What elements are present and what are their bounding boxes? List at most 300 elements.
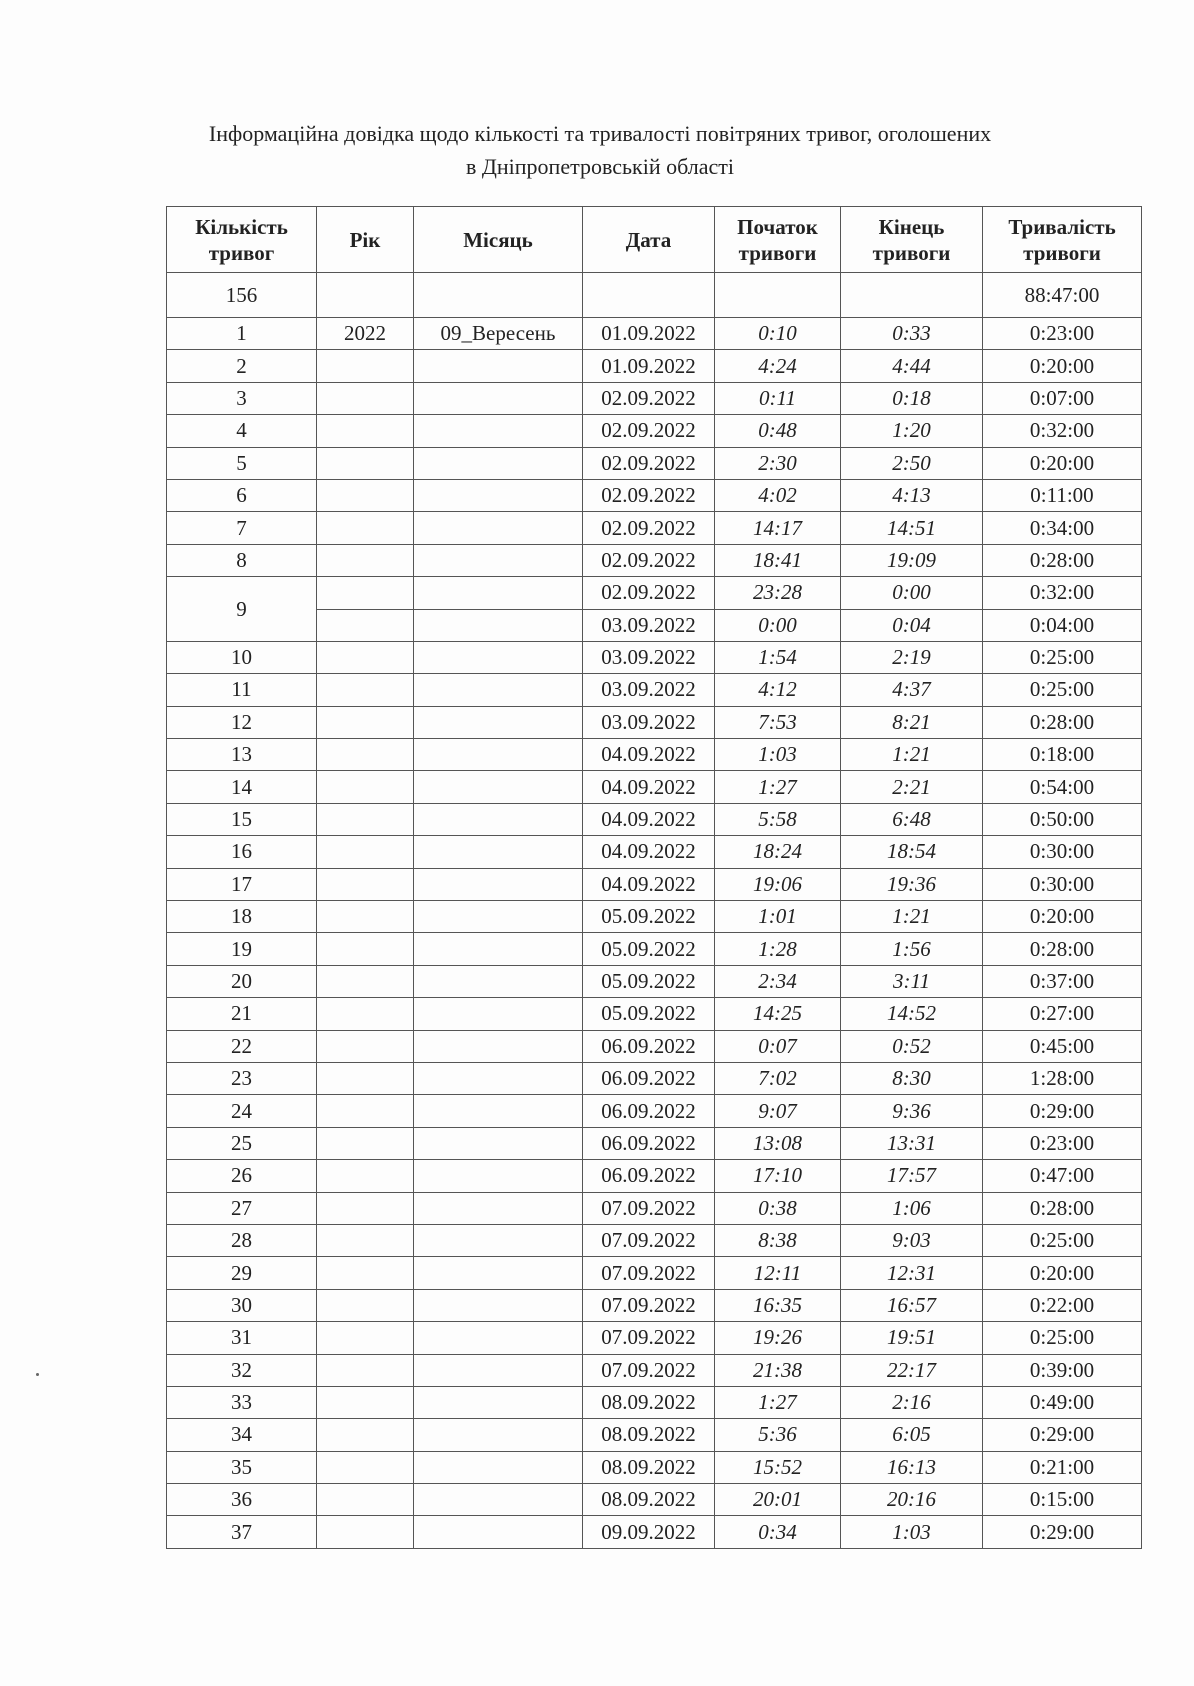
cell-count: 17 bbox=[167, 868, 317, 900]
cell-count: 9 bbox=[167, 577, 317, 642]
cell-count: 6 bbox=[167, 479, 317, 511]
cell-end: 16:13 bbox=[841, 1451, 983, 1483]
cell-start: 0:38 bbox=[715, 1192, 841, 1224]
cell-duration: 1:28:00 bbox=[983, 1062, 1142, 1094]
cell-duration: 0:25:00 bbox=[983, 1322, 1142, 1354]
cell-count: 28 bbox=[167, 1224, 317, 1256]
cell-year bbox=[317, 1322, 414, 1354]
cell-end: 14:52 bbox=[841, 998, 983, 1030]
cell-year: 2022 bbox=[317, 318, 414, 350]
cell-date: 07.09.2022 bbox=[583, 1322, 715, 1354]
cell-duration: 0:28:00 bbox=[983, 706, 1142, 738]
cell-end: 0:18 bbox=[841, 382, 983, 414]
cell-start: 14:25 bbox=[715, 998, 841, 1030]
cell-date: 03.09.2022 bbox=[583, 641, 715, 673]
cell-start: 1:27 bbox=[715, 1386, 841, 1418]
header-duration: Тривалість тривоги bbox=[983, 207, 1142, 273]
cell-end: 2:50 bbox=[841, 447, 983, 479]
title-line-2: в Дніпропетровській області bbox=[466, 154, 734, 179]
cell-end: 1:21 bbox=[841, 739, 983, 771]
cell-date: 04.09.2022 bbox=[583, 803, 715, 835]
cell-start: 5:36 bbox=[715, 1419, 841, 1451]
cell-duration: 0:23:00 bbox=[983, 318, 1142, 350]
cell-end: 12:31 bbox=[841, 1257, 983, 1289]
table-row bbox=[167, 706, 1142, 738]
cell-start: 23:28 bbox=[715, 577, 841, 609]
cell-year bbox=[317, 836, 414, 868]
cell-count: 14 bbox=[167, 771, 317, 803]
cell-date: 07.09.2022 bbox=[583, 1354, 715, 1386]
cell-date: 05.09.2022 bbox=[583, 933, 715, 965]
cell-month bbox=[414, 933, 583, 965]
cell-month bbox=[414, 1386, 583, 1418]
table-header bbox=[167, 207, 1142, 273]
cell-count: 25 bbox=[167, 1127, 317, 1159]
cell-duration: 0:29:00 bbox=[983, 1516, 1142, 1548]
cell-start: 1:01 bbox=[715, 901, 841, 933]
cell-start: 1:54 bbox=[715, 641, 841, 673]
cell-start: 20:01 bbox=[715, 1484, 841, 1516]
cell-end: 22:17 bbox=[841, 1354, 983, 1386]
table-row bbox=[167, 1257, 1142, 1289]
cell-start: 15:52 bbox=[715, 1451, 841, 1483]
cell-end: 19:51 bbox=[841, 1322, 983, 1354]
cell-year bbox=[317, 577, 414, 609]
table-row bbox=[167, 1386, 1142, 1418]
cell-year bbox=[317, 382, 414, 414]
cell-start: 4:02 bbox=[715, 479, 841, 511]
cell-date: 02.09.2022 bbox=[583, 577, 715, 609]
cell-start: 14:17 bbox=[715, 512, 841, 544]
cell-month bbox=[414, 382, 583, 414]
cell-end: 3:11 bbox=[841, 965, 983, 997]
cell-date: 02.09.2022 bbox=[583, 447, 715, 479]
cell-end: 2:16 bbox=[841, 1386, 983, 1418]
table-row bbox=[167, 447, 1142, 479]
cell-month bbox=[414, 350, 583, 382]
cell-count: 15 bbox=[167, 803, 317, 835]
cell-start: 7:02 bbox=[715, 1062, 841, 1094]
cell-duration: 0:07:00 bbox=[983, 382, 1142, 414]
cell-duration: 0:15:00 bbox=[983, 1484, 1142, 1516]
total-empty-cell bbox=[414, 273, 583, 318]
total-row bbox=[167, 273, 1142, 318]
cell-year bbox=[317, 965, 414, 997]
cell-month bbox=[414, 1451, 583, 1483]
cell-start: 17:10 bbox=[715, 1160, 841, 1192]
cell-start: 0:07 bbox=[715, 1030, 841, 1062]
cell-end: 0:52 bbox=[841, 1030, 983, 1062]
table-row bbox=[167, 868, 1142, 900]
cell-start: 7:53 bbox=[715, 706, 841, 738]
cell-duration: 0:04:00 bbox=[983, 609, 1142, 641]
cell-duration: 0:49:00 bbox=[983, 1386, 1142, 1418]
cell-year bbox=[317, 479, 414, 511]
cell-duration: 0:29:00 bbox=[983, 1419, 1142, 1451]
cell-year bbox=[317, 415, 414, 447]
cell-count: 19 bbox=[167, 933, 317, 965]
table-row bbox=[167, 1192, 1142, 1224]
cell-duration: 0:50:00 bbox=[983, 803, 1142, 835]
header-year: Рік bbox=[317, 207, 414, 273]
table-row bbox=[167, 1419, 1142, 1451]
cell-duration: 0:47:00 bbox=[983, 1160, 1142, 1192]
cell-year bbox=[317, 1516, 414, 1548]
cell-duration: 0:23:00 bbox=[983, 1127, 1142, 1159]
cell-duration: 0:30:00 bbox=[983, 868, 1142, 900]
cell-end: 17:57 bbox=[841, 1160, 983, 1192]
cell-year bbox=[317, 1127, 414, 1159]
cell-end: 0:04 bbox=[841, 609, 983, 641]
cell-end: 16:57 bbox=[841, 1289, 983, 1321]
cell-month: 09_Вересень bbox=[414, 318, 583, 350]
cell-start: 0:00 bbox=[715, 609, 841, 641]
table-row bbox=[167, 771, 1142, 803]
table-body bbox=[167, 273, 1142, 1549]
cell-duration: 0:28:00 bbox=[983, 1192, 1142, 1224]
cell-date: 07.09.2022 bbox=[583, 1192, 715, 1224]
cell-duration: 0:32:00 bbox=[983, 415, 1142, 447]
cell-count: 36 bbox=[167, 1484, 317, 1516]
cell-end: 1:56 bbox=[841, 933, 983, 965]
total-empty-cell bbox=[841, 273, 983, 318]
cell-year bbox=[317, 933, 414, 965]
cell-end: 19:09 bbox=[841, 544, 983, 576]
cell-month bbox=[414, 1419, 583, 1451]
cell-year bbox=[317, 544, 414, 576]
cell-duration: 0:34:00 bbox=[983, 512, 1142, 544]
cell-month bbox=[414, 1289, 583, 1321]
cell-count: 33 bbox=[167, 1386, 317, 1418]
cell-date: 03.09.2022 bbox=[583, 674, 715, 706]
cell-count: 34 bbox=[167, 1419, 317, 1451]
cell-month bbox=[414, 1322, 583, 1354]
cell-count: 10 bbox=[167, 641, 317, 673]
cell-start: 0:10 bbox=[715, 318, 841, 350]
cell-month bbox=[414, 803, 583, 835]
cell-count: 1 bbox=[167, 318, 317, 350]
cell-month bbox=[414, 1062, 583, 1094]
cell-count: 2 bbox=[167, 350, 317, 382]
cell-year bbox=[317, 674, 414, 706]
header-count: Кількість тривог bbox=[167, 207, 317, 273]
cell-end: 0:33 bbox=[841, 318, 983, 350]
table-row bbox=[167, 1127, 1142, 1159]
cell-start: 18:24 bbox=[715, 836, 841, 868]
cell-year bbox=[317, 1419, 414, 1451]
cell-count: 35 bbox=[167, 1451, 317, 1483]
table-row bbox=[167, 998, 1142, 1030]
cell-end: 18:54 bbox=[841, 836, 983, 868]
cell-month bbox=[414, 1224, 583, 1256]
cell-year bbox=[317, 1484, 414, 1516]
table-row bbox=[167, 1160, 1142, 1192]
document-title bbox=[150, 117, 1050, 183]
cell-count: 5 bbox=[167, 447, 317, 479]
cell-month bbox=[414, 1354, 583, 1386]
cell-date: 04.09.2022 bbox=[583, 836, 715, 868]
cell-end: 1:20 bbox=[841, 415, 983, 447]
cell-start: 21:38 bbox=[715, 1354, 841, 1386]
table-row bbox=[167, 1354, 1142, 1386]
cell-date: 03.09.2022 bbox=[583, 706, 715, 738]
header-start: Початок тривоги bbox=[715, 207, 841, 273]
cell-end: 2:19 bbox=[841, 641, 983, 673]
cell-count: 18 bbox=[167, 901, 317, 933]
cell-date: 06.09.2022 bbox=[583, 1160, 715, 1192]
cell-year bbox=[317, 1224, 414, 1256]
cell-duration: 0:25:00 bbox=[983, 1224, 1142, 1256]
cell-month bbox=[414, 415, 583, 447]
cell-year bbox=[317, 1192, 414, 1224]
header-end: Кінець тривоги bbox=[841, 207, 983, 273]
cell-year bbox=[317, 609, 414, 641]
cell-start: 1:28 bbox=[715, 933, 841, 965]
table-row bbox=[167, 803, 1142, 835]
cell-year bbox=[317, 447, 414, 479]
cell-month bbox=[414, 868, 583, 900]
table-row bbox=[167, 641, 1142, 673]
cell-duration: 0:25:00 bbox=[983, 674, 1142, 706]
cell-month bbox=[414, 609, 583, 641]
cell-date: 02.09.2022 bbox=[583, 415, 715, 447]
cell-year bbox=[317, 1030, 414, 1062]
cell-duration: 0:20:00 bbox=[983, 447, 1142, 479]
cell-date: 01.09.2022 bbox=[583, 350, 715, 382]
cell-count: 20 bbox=[167, 965, 317, 997]
cell-duration: 0:22:00 bbox=[983, 1289, 1142, 1321]
cell-date: 02.09.2022 bbox=[583, 512, 715, 544]
table-row bbox=[167, 1095, 1142, 1127]
cell-count: 37 bbox=[167, 1516, 317, 1548]
table-row bbox=[167, 512, 1142, 544]
cell-start: 4:24 bbox=[715, 350, 841, 382]
cell-year bbox=[317, 868, 414, 900]
cell-start: 1:03 bbox=[715, 739, 841, 771]
cell-month bbox=[414, 577, 583, 609]
cell-month bbox=[414, 1095, 583, 1127]
table-row bbox=[167, 965, 1142, 997]
cell-date: 01.09.2022 bbox=[583, 318, 715, 350]
table-row bbox=[167, 544, 1142, 576]
cell-count: 13 bbox=[167, 739, 317, 771]
cell-year bbox=[317, 1289, 414, 1321]
scan-speck bbox=[36, 1373, 39, 1376]
cell-end: 4:44 bbox=[841, 350, 983, 382]
cell-month bbox=[414, 512, 583, 544]
total-empty-cell bbox=[583, 273, 715, 318]
cell-year bbox=[317, 1386, 414, 1418]
cell-duration: 0:45:00 bbox=[983, 1030, 1142, 1062]
cell-end: 14:51 bbox=[841, 512, 983, 544]
cell-year bbox=[317, 739, 414, 771]
cell-month bbox=[414, 771, 583, 803]
table-row bbox=[167, 1322, 1142, 1354]
cell-end: 1:21 bbox=[841, 901, 983, 933]
cell-count: 4 bbox=[167, 415, 317, 447]
cell-count: 22 bbox=[167, 1030, 317, 1062]
cell-start: 0:34 bbox=[715, 1516, 841, 1548]
table-row bbox=[167, 739, 1142, 771]
cell-start: 0:11 bbox=[715, 382, 841, 414]
cell-count: 21 bbox=[167, 998, 317, 1030]
table-row bbox=[167, 1484, 1142, 1516]
table-row bbox=[167, 1451, 1142, 1483]
cell-count: 11 bbox=[167, 674, 317, 706]
cell-date: 08.09.2022 bbox=[583, 1484, 715, 1516]
cell-start: 8:38 bbox=[715, 1224, 841, 1256]
cell-date: 07.09.2022 bbox=[583, 1257, 715, 1289]
cell-duration: 0:32:00 bbox=[983, 577, 1142, 609]
cell-year bbox=[317, 641, 414, 673]
cell-count: 7 bbox=[167, 512, 317, 544]
cell-year bbox=[317, 1095, 414, 1127]
total-duration: 88:47:00 bbox=[983, 273, 1142, 318]
cell-start: 13:08 bbox=[715, 1127, 841, 1159]
cell-month bbox=[414, 965, 583, 997]
cell-date: 05.09.2022 bbox=[583, 901, 715, 933]
header-month: Місяць bbox=[414, 207, 583, 273]
cell-count: 26 bbox=[167, 1160, 317, 1192]
cell-month bbox=[414, 1192, 583, 1224]
cell-duration: 0:27:00 bbox=[983, 998, 1142, 1030]
cell-start: 16:35 bbox=[715, 1289, 841, 1321]
cell-date: 02.09.2022 bbox=[583, 382, 715, 414]
cell-start: 5:58 bbox=[715, 803, 841, 835]
table-row bbox=[167, 1030, 1142, 1062]
cell-start: 2:34 bbox=[715, 965, 841, 997]
cell-end: 2:21 bbox=[841, 771, 983, 803]
cell-count: 31 bbox=[167, 1322, 317, 1354]
table-row bbox=[167, 415, 1142, 447]
cell-count: 16 bbox=[167, 836, 317, 868]
cell-month bbox=[414, 998, 583, 1030]
cell-end: 4:37 bbox=[841, 674, 983, 706]
cell-date: 06.09.2022 bbox=[583, 1030, 715, 1062]
cell-date: 06.09.2022 bbox=[583, 1127, 715, 1159]
cell-start: 1:27 bbox=[715, 771, 841, 803]
table-row bbox=[167, 350, 1142, 382]
cell-date: 05.09.2022 bbox=[583, 965, 715, 997]
cell-duration: 0:20:00 bbox=[983, 350, 1142, 382]
cell-date: 04.09.2022 bbox=[583, 868, 715, 900]
cell-duration: 0:18:00 bbox=[983, 739, 1142, 771]
cell-date: 08.09.2022 bbox=[583, 1451, 715, 1483]
cell-year bbox=[317, 1257, 414, 1289]
cell-year bbox=[317, 512, 414, 544]
cell-start: 4:12 bbox=[715, 674, 841, 706]
cell-end: 4:13 bbox=[841, 479, 983, 511]
cell-end: 19:36 bbox=[841, 868, 983, 900]
table-row bbox=[167, 577, 1142, 609]
cell-month bbox=[414, 1127, 583, 1159]
cell-duration: 0:28:00 bbox=[983, 933, 1142, 965]
cell-date: 02.09.2022 bbox=[583, 479, 715, 511]
cell-date: 02.09.2022 bbox=[583, 544, 715, 576]
cell-count: 30 bbox=[167, 1289, 317, 1321]
cell-end: 1:03 bbox=[841, 1516, 983, 1548]
table-row bbox=[167, 382, 1142, 414]
cell-month bbox=[414, 1516, 583, 1548]
cell-month bbox=[414, 836, 583, 868]
cell-month bbox=[414, 1484, 583, 1516]
cell-year bbox=[317, 350, 414, 382]
table-row bbox=[167, 479, 1142, 511]
table-row bbox=[167, 1062, 1142, 1094]
table-row bbox=[167, 836, 1142, 868]
cell-count: 12 bbox=[167, 706, 317, 738]
cell-duration: 0:37:00 bbox=[983, 965, 1142, 997]
cell-date: 06.09.2022 bbox=[583, 1062, 715, 1094]
alerts-table bbox=[166, 206, 1142, 1549]
cell-year bbox=[317, 1062, 414, 1094]
cell-month bbox=[414, 1160, 583, 1192]
cell-year bbox=[317, 706, 414, 738]
cell-end: 20:16 bbox=[841, 1484, 983, 1516]
cell-duration: 0:29:00 bbox=[983, 1095, 1142, 1127]
cell-year bbox=[317, 998, 414, 1030]
cell-count: 29 bbox=[167, 1257, 317, 1289]
cell-start: 19:26 bbox=[715, 1322, 841, 1354]
cell-year bbox=[317, 1451, 414, 1483]
table-row bbox=[167, 318, 1142, 350]
cell-month bbox=[414, 706, 583, 738]
table-row bbox=[167, 674, 1142, 706]
cell-count: 23 bbox=[167, 1062, 317, 1094]
cell-end: 8:30 bbox=[841, 1062, 983, 1094]
cell-month bbox=[414, 479, 583, 511]
cell-date: 03.09.2022 bbox=[583, 609, 715, 641]
cell-count: 3 bbox=[167, 382, 317, 414]
cell-date: 07.09.2022 bbox=[583, 1224, 715, 1256]
cell-date: 07.09.2022 bbox=[583, 1289, 715, 1321]
total-empty-cell bbox=[317, 273, 414, 318]
cell-count: 24 bbox=[167, 1095, 317, 1127]
cell-end: 13:31 bbox=[841, 1127, 983, 1159]
cell-start: 2:30 bbox=[715, 447, 841, 479]
cell-duration: 0:30:00 bbox=[983, 836, 1142, 868]
cell-duration: 0:11:00 bbox=[983, 479, 1142, 511]
cell-date: 04.09.2022 bbox=[583, 739, 715, 771]
cell-month bbox=[414, 739, 583, 771]
cell-end: 9:36 bbox=[841, 1095, 983, 1127]
cell-end: 0:00 bbox=[841, 577, 983, 609]
cell-count: 27 bbox=[167, 1192, 317, 1224]
cell-year bbox=[317, 901, 414, 933]
cell-duration: 0:20:00 bbox=[983, 1257, 1142, 1289]
cell-month bbox=[414, 447, 583, 479]
cell-year bbox=[317, 1354, 414, 1386]
cell-end: 8:21 bbox=[841, 706, 983, 738]
cell-date: 08.09.2022 bbox=[583, 1386, 715, 1418]
cell-month bbox=[414, 544, 583, 576]
cell-year bbox=[317, 771, 414, 803]
cell-count: 8 bbox=[167, 544, 317, 576]
cell-month bbox=[414, 1030, 583, 1062]
cell-end: 1:06 bbox=[841, 1192, 983, 1224]
cell-start: 0:48 bbox=[715, 415, 841, 447]
cell-date: 05.09.2022 bbox=[583, 998, 715, 1030]
cell-duration: 0:54:00 bbox=[983, 771, 1142, 803]
cell-duration: 0:25:00 bbox=[983, 641, 1142, 673]
table-row bbox=[167, 901, 1142, 933]
cell-duration: 0:20:00 bbox=[983, 901, 1142, 933]
cell-end: 6:05 bbox=[841, 1419, 983, 1451]
cell-date: 04.09.2022 bbox=[583, 771, 715, 803]
cell-start: 18:41 bbox=[715, 544, 841, 576]
cell-duration: 0:39:00 bbox=[983, 1354, 1142, 1386]
total-count: 156 bbox=[167, 273, 317, 318]
